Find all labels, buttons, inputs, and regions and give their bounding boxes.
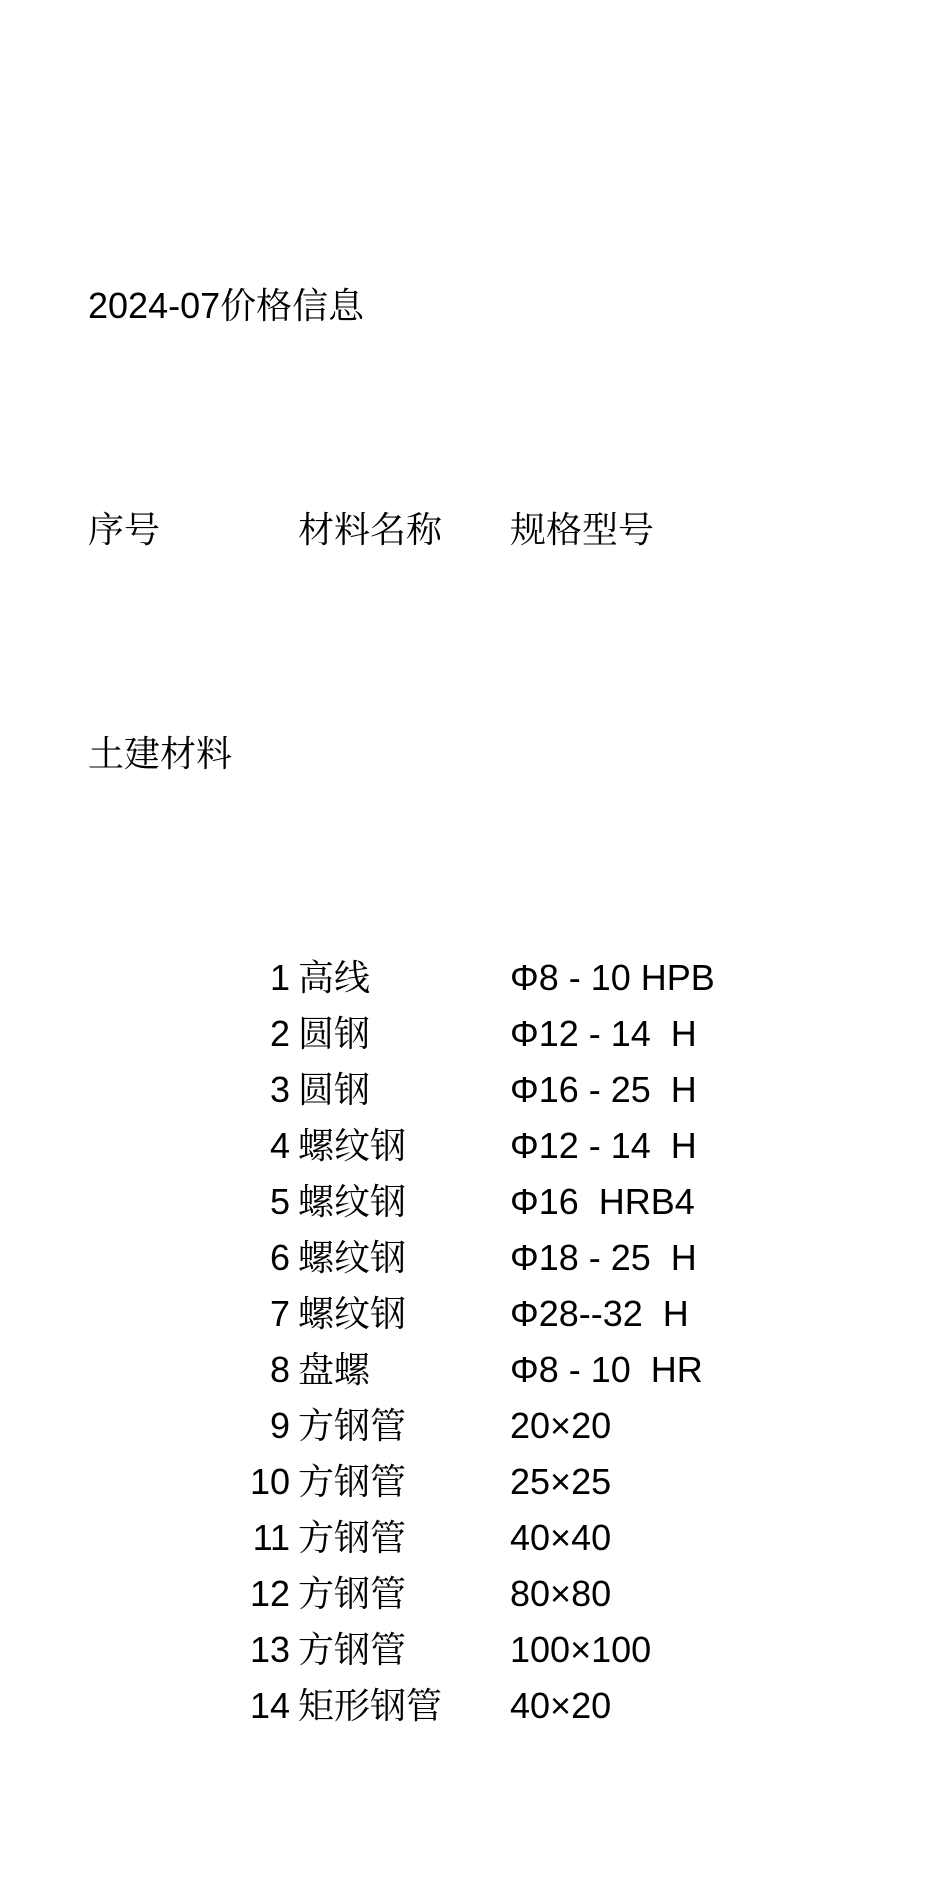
material-name-cell: 方钢管 xyxy=(298,1517,407,1558)
row-index-cell: 2 xyxy=(269,1013,290,1054)
table-row xyxy=(88,1062,950,1118)
table-row xyxy=(88,1622,950,1678)
material-name-cell: 方钢管 xyxy=(298,1629,407,1670)
material-name-cell: 圆钢 xyxy=(298,1013,371,1054)
spec-cell: 40×40 xyxy=(510,1517,612,1558)
spec-cell: Φ28--32 H xyxy=(510,1293,689,1334)
table-row xyxy=(88,1678,950,1734)
material-name-cell: 圆钢 xyxy=(298,1069,371,1110)
row-index-cell: 12 xyxy=(249,1573,290,1614)
table-row xyxy=(88,1454,950,1510)
row-index-cell: 1 xyxy=(269,957,290,998)
spec-cell: Φ18 - 25 H xyxy=(510,1237,697,1278)
row-index-cell: 10 xyxy=(249,1461,290,1502)
row-index-cell: 3 xyxy=(269,1069,290,1110)
material-name-cell: 矩形钢管 xyxy=(298,1685,443,1726)
table-row xyxy=(88,950,950,1006)
spec-cell: 40×20 xyxy=(510,1685,612,1726)
material-name-cell: 方钢管 xyxy=(298,1573,407,1614)
table-row xyxy=(88,1286,950,1342)
table-row xyxy=(88,1510,950,1566)
spec-cell: Φ12 - 14 H xyxy=(510,1125,697,1166)
section-label: 土建材料 xyxy=(88,733,233,774)
material-name-cell: 高线 xyxy=(298,957,371,998)
spec-cell: 100×100 xyxy=(510,1629,652,1670)
material-name-cell: 螺纹钢 xyxy=(298,1237,407,1278)
header-index: 序号 xyxy=(88,509,161,550)
table-body xyxy=(88,950,950,1734)
row-index-cell: 6 xyxy=(269,1237,290,1278)
spec-cell: Φ16 - 25 H xyxy=(510,1069,697,1110)
spec-cell: Φ8 - 10 HR xyxy=(510,1349,703,1390)
table-row xyxy=(88,1230,950,1286)
page-title: 2024-07价格信息 xyxy=(88,285,365,326)
spec-cell: 20×20 xyxy=(510,1405,612,1446)
header-material-name: 材料名称 xyxy=(298,509,443,550)
spec-cell: 25×25 xyxy=(510,1461,612,1502)
table-row xyxy=(88,1342,950,1398)
header-spec: 规格型号 xyxy=(510,509,655,550)
price-sheet xyxy=(88,110,950,1902)
spec-cell: Φ12 - 14 H xyxy=(510,1013,697,1054)
spec-cell: 80×80 xyxy=(510,1573,612,1614)
row-index-cell: 5 xyxy=(269,1181,290,1222)
table-row xyxy=(88,1174,950,1230)
row-index-cell: 4 xyxy=(269,1125,290,1166)
row-index-cell: 14 xyxy=(249,1685,290,1726)
material-name-cell: 盘螺 xyxy=(298,1349,371,1390)
material-name-cell: 螺纹钢 xyxy=(298,1181,407,1222)
table-row xyxy=(88,1398,950,1454)
table-row xyxy=(88,1118,950,1174)
material-name-cell: 方钢管 xyxy=(298,1461,407,1502)
row-index-cell: 13 xyxy=(249,1629,290,1670)
material-name-cell: 方钢管 xyxy=(298,1405,407,1446)
row-index-cell: 8 xyxy=(269,1349,290,1390)
spec-cell: Φ16 HRB4 xyxy=(510,1181,695,1222)
material-name-cell: 螺纹钢 xyxy=(298,1125,407,1166)
table-row xyxy=(88,1006,950,1062)
row-index-cell: 11 xyxy=(252,1517,290,1558)
row-index-cell: 9 xyxy=(269,1405,290,1446)
spec-cell: Φ8 - 10 HPB xyxy=(510,957,715,998)
table-header-row xyxy=(88,502,950,558)
table-row xyxy=(88,1566,950,1622)
material-name-cell: 螺纹钢 xyxy=(298,1293,407,1334)
row-index-cell: 7 xyxy=(269,1293,290,1334)
